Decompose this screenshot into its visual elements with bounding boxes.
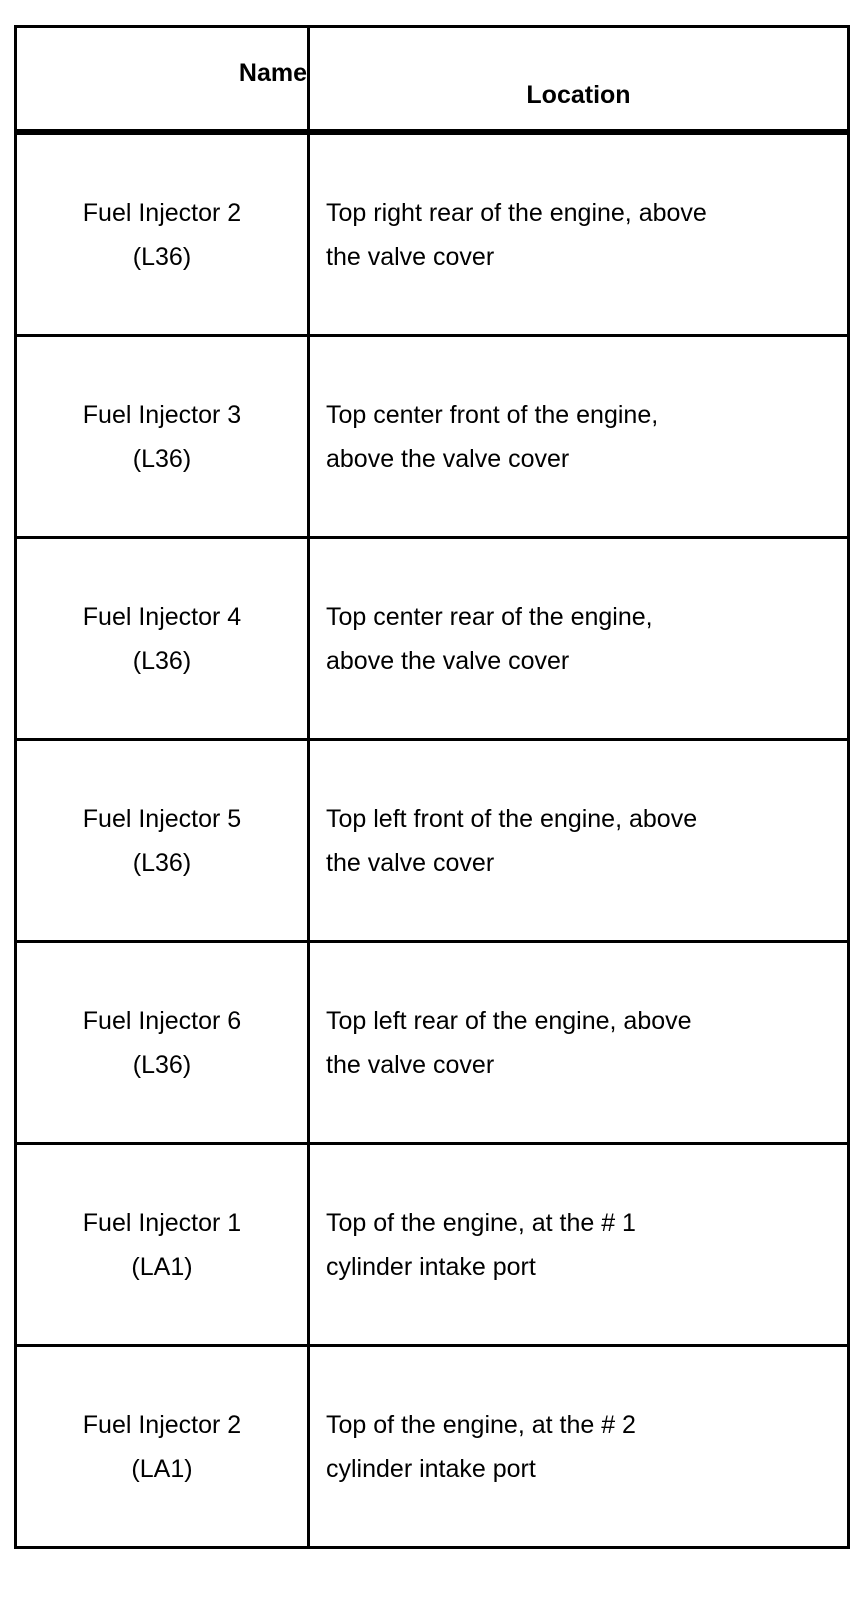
location-cell — [310, 1145, 847, 1344]
table-row — [17, 1344, 847, 1546]
location-cell — [310, 1347, 847, 1546]
name-cell-text: Fuel Injector 3 (L36) — [82, 400, 242, 473]
location-cell-text: Top right rear of the engine, above the valve cover — [326, 198, 707, 271]
location-cell-text: Top center front of the engine, above the valve cover — [326, 400, 659, 473]
name-cell — [17, 337, 310, 536]
name-cell-text: Fuel Injector 1 (LA1) — [82, 1208, 242, 1281]
column-header-location-label: Location — [526, 81, 631, 109]
column-header-name-label: Name — [238, 58, 307, 87]
name-cell — [17, 741, 310, 940]
location-cell-text: Top left front of the engine, above the valve cover — [326, 804, 698, 877]
column-header-location — [310, 28, 847, 129]
table-row — [17, 132, 847, 334]
name-cell-text: Fuel Injector 2 (L36) — [82, 198, 242, 271]
name-cell — [17, 1347, 310, 1546]
location-cell-text: Top left rear of the engine, above the valve cover — [326, 1006, 692, 1079]
table-row — [17, 940, 847, 1142]
name-cell-text: Fuel Injector 6 (L36) — [82, 1006, 242, 1079]
location-cell-text: Top of the engine, at the # 1 cylinder intake port — [326, 1208, 636, 1281]
name-cell — [17, 943, 310, 1142]
name-cell — [17, 1145, 310, 1344]
component-location-table — [14, 25, 850, 1549]
location-cell — [310, 539, 847, 738]
location-cell — [310, 943, 847, 1142]
location-cell — [310, 741, 847, 940]
name-cell — [17, 135, 310, 334]
table-row — [17, 738, 847, 940]
name-cell — [17, 539, 310, 738]
location-cell-text: Top center rear of the engine, above the valve cover — [326, 602, 653, 675]
name-cell-text: Fuel Injector 5 (L36) — [82, 804, 242, 877]
table-row — [17, 536, 847, 738]
table-header-row — [17, 28, 847, 132]
table-row — [17, 1142, 847, 1344]
column-header-name — [17, 28, 310, 129]
table-row — [17, 334, 847, 536]
name-cell-text: Fuel Injector 2 (LA1) — [82, 1410, 242, 1483]
name-cell-text: Fuel Injector 4 (L36) — [82, 602, 242, 675]
location-cell — [310, 337, 847, 536]
location-cell — [310, 135, 847, 334]
location-cell-text: Top of the engine, at the # 2 cylinder intake port — [326, 1410, 636, 1483]
